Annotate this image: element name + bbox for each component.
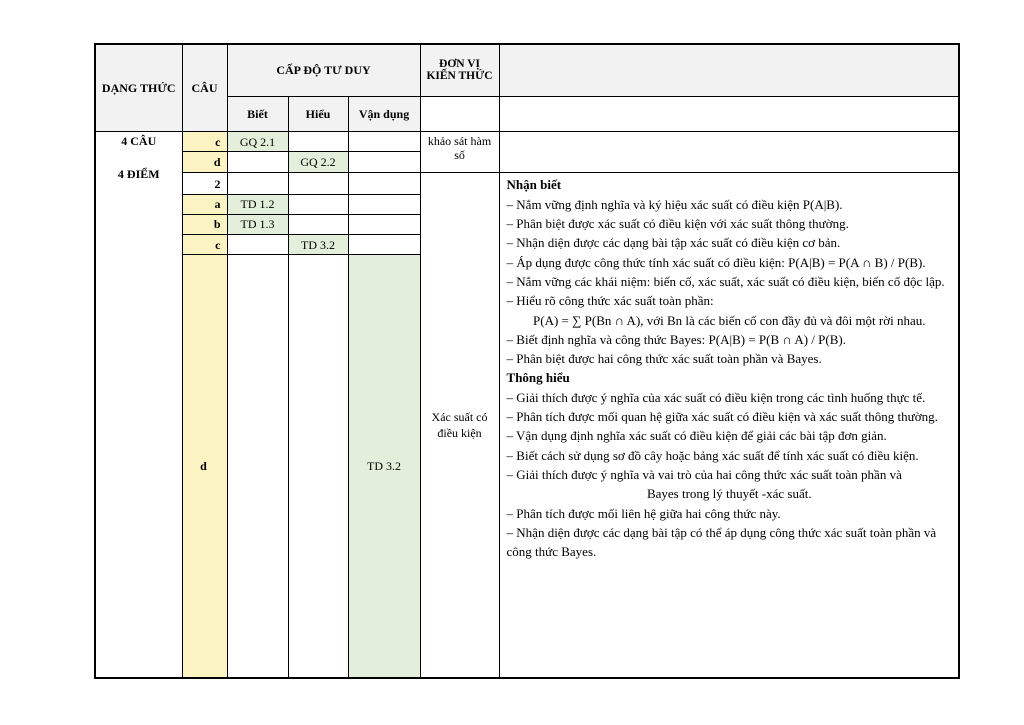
nhan-biet-item: – Hiểu rõ công thức xác suất toàn phần:	[506, 293, 714, 309]
header-van-dung: Vận dụng	[348, 96, 420, 131]
nhan-biet-item: – Nhận diện được các dạng bài tập xác suất có điều kiện cơ bản.	[506, 235, 841, 251]
hieu-cell	[288, 214, 348, 234]
hieu-cell	[288, 132, 348, 152]
thong-hieu-heading: Thông hiểu	[506, 370, 570, 386]
so-diem: 4 ĐIỂM	[117, 167, 160, 182]
thong-hieu-item: – Phân tích được mối quan hệ giữa xác suất có điều kiện và xác suất thông thường.	[506, 409, 938, 425]
biet-cell: GQ 2.1	[227, 132, 288, 152]
hieu-cell	[288, 255, 348, 678]
nhan-biet-item: – Nắm vững định nghĩa và ký hiệu xác suất có điều kiện P(A|B).	[506, 196, 843, 212]
so-cau: 4 CÂU	[121, 134, 157, 149]
biet-cell	[227, 173, 288, 194]
don-vi-xac-suat: Xác suất có điều kiện	[420, 173, 499, 678]
cau-label: d	[182, 255, 227, 678]
hieu-cell	[288, 194, 348, 214]
thong-hieu-item: – Vận dụng định nghĩa xác suất có điều kiện để giải các bài tập đơn giản.	[506, 428, 887, 444]
cau-label: d	[182, 152, 227, 173]
van-dung-cell	[348, 173, 420, 194]
hieu-cell: TD 3.2	[288, 234, 348, 254]
thong-hieu-item: – Nhận diện được các dạng bài tập có thể áp dụng công thức xác suất toàn phần và công thức Bayes.	[506, 524, 937, 560]
thong-hieu-item: – Giải thích được ý nghĩa và vai trò của hai công thức xác suất toàn phần và	[506, 466, 902, 482]
van-dung-cell	[348, 132, 420, 152]
noi-dung-mo-ta	[499, 173, 959, 678]
cau-label: a	[182, 194, 227, 214]
van-dung-cell	[348, 152, 420, 173]
nhan-biet-item: – Phân biệt được xác suất có điều kiện với xác suất thông thường.	[506, 216, 849, 232]
thong-hieu-item: Bayes trong lý thuyết -xác suất.	[646, 486, 812, 502]
cau-label: 2	[182, 173, 227, 194]
cau-truc-de-table	[94, 43, 960, 679]
cau-label: c	[182, 234, 227, 254]
noi-dung-blank	[499, 132, 959, 173]
thong-hieu-item: – Phân tích được mối liên hệ giữa hai công thức này.	[506, 505, 781, 521]
biet-cell: TD 1.3	[227, 214, 288, 234]
biet-cell	[227, 255, 288, 678]
van-dung-cell	[348, 234, 420, 254]
header-noi-dung	[499, 44, 959, 96]
header-don-vi-kien-thuc: ĐƠN VỊ KIẾN THỨC	[420, 44, 499, 96]
cau-label: c	[182, 132, 227, 152]
thong-hieu-item: – Giải thích được ý nghĩa của xác suất có điều kiện trong các tình huống thực tế.	[506, 389, 926, 405]
don-vi-khao-sat: khảo sát hàm số	[420, 132, 499, 173]
biet-cell: TD 1.2	[227, 194, 288, 214]
header-hieu: Hiểu	[288, 96, 348, 131]
biet-cell	[227, 152, 288, 173]
nhan-biet-item: – Áp dụng được công thức tính xác suất có điều kiện: P(A|B) = P(A ∩ B) / P(B).	[506, 254, 926, 270]
nhan-biet-item: – Biết định nghĩa và công thức Bayes: P(A|B) = P(B ∩ A) / P(B).	[506, 331, 846, 347]
nhan-biet-heading: Nhận biết	[506, 177, 562, 193]
nhan-biet-item: – Phân biệt được hai công thức xác suất toàn phần và Bayes.	[506, 351, 822, 367]
hieu-cell: GQ 2.2	[288, 152, 348, 173]
nhan-biet-item: – Nắm vững các khái niệm: biến cố, xác suất, xác suất có điều kiện, biến cố độc lập.	[506, 273, 945, 289]
van-dung-cell	[348, 194, 420, 214]
header-cau: CÂU	[182, 44, 227, 132]
header-blank	[499, 96, 959, 131]
van-dung-cell: TD 3.2	[348, 255, 420, 678]
thong-hieu-item: – Biết cách sử dụng sơ đồ cây hoặc bảng xác suất để tính xác suất có điều kiện.	[506, 447, 919, 463]
cau-label: b	[182, 214, 227, 234]
van-dung-cell	[348, 214, 420, 234]
header-cap-do-tu-duy: CẤP ĐỘ TƯ DUY	[227, 44, 420, 96]
hieu-cell	[288, 173, 348, 194]
dang-thuc-cell	[95, 132, 182, 678]
biet-cell	[227, 234, 288, 254]
header-dang-thuc: DẠNG THỨC	[95, 44, 182, 132]
header-biet: Biết	[227, 96, 288, 131]
header-blank	[420, 96, 499, 131]
toan-phan-formula: P(A) = ∑ P(Bn ∩ A), với Bn là các biến cố con đầy đủ và đôi một rời nhau.	[533, 312, 926, 328]
